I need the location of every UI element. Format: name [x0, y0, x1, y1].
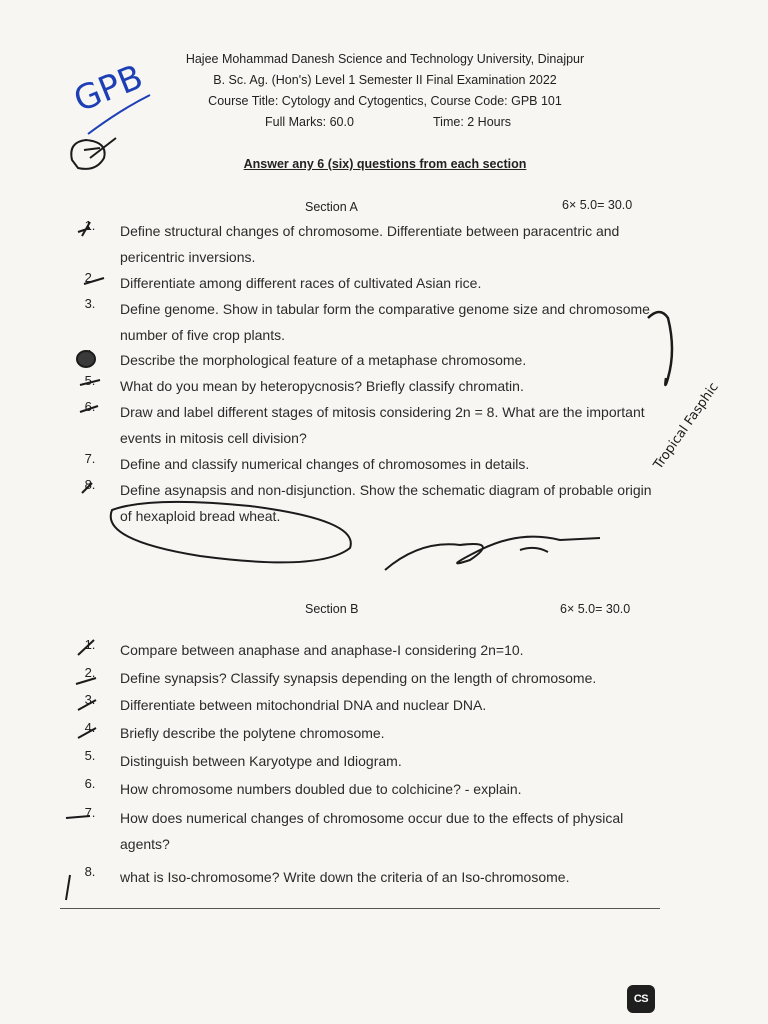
question-number: 4.	[84, 720, 96, 735]
signature-scribble	[385, 537, 600, 570]
question-text: what is Iso-chromosome? Write down the criteria of an Iso-chromosome.	[120, 869, 570, 885]
signature-scribble	[520, 548, 548, 552]
tick-mark-icon	[78, 640, 94, 655]
question-text: Define asynapsis and non-disjunction. Show the schematic diagram of probable origin of hexaploid bread wheat.	[120, 482, 652, 524]
question-number: 8.	[84, 477, 96, 492]
question-text: Draw and label different stages of mitosis considering 2n = 8. What are the important events in mitosis cell division?	[120, 404, 645, 446]
exam-title: B. Sc. Ag. (Hon's) Level 1 Semester II Final Examination 2022	[213, 73, 557, 87]
circled-text-annotation	[111, 502, 351, 563]
instruction: Answer any 6 (six) questions from each section	[243, 157, 527, 171]
question-text: Differentiate between mitochondrial DNA and nuclear DNA.	[120, 697, 487, 713]
bracket-mark-icon	[648, 312, 672, 385]
full-marks: Full Marks: 60.0	[265, 115, 354, 129]
question-text: What do you mean by heteropycnosis? Briefly classify chromatin.	[120, 378, 524, 394]
tick-mark-icon	[84, 278, 104, 284]
question-number: 5.	[84, 373, 96, 388]
question-number: 1.	[84, 218, 96, 233]
question-text: Define synapsis? Classify synapsis depending on the length of chromosome.	[120, 670, 597, 686]
tick-mark-icon	[78, 222, 90, 236]
time-allowed: Time: 2 Hours	[433, 115, 512, 129]
question-number: 2.	[84, 665, 96, 680]
camscanner-logo: CS	[627, 985, 655, 1013]
question-number: 7.	[84, 451, 96, 466]
question-text: How chromosome numbers doubled due to colchicine? - explain.	[120, 781, 522, 797]
question-number: 1.	[84, 637, 96, 652]
tick-mark-icon	[80, 406, 98, 412]
tick-mark-icon	[82, 483, 92, 493]
question-text: Briefly describe the polytene chromosome.	[120, 725, 385, 741]
section-a-title: Section A	[305, 200, 358, 214]
section-a-marks: 6× 5.0= 30.0	[562, 198, 633, 212]
question-number: 3.	[84, 296, 96, 311]
question-number: 6.	[84, 399, 96, 414]
filled-circle-mark-icon	[77, 351, 95, 367]
question-number: 7.	[84, 805, 96, 820]
tick-mark-icon	[76, 678, 96, 684]
margin-handwriting: Tropical Fasphic	[650, 380, 722, 473]
section-b-marks: 6× 5.0= 30.0	[560, 602, 631, 616]
tick-mark-icon	[78, 728, 96, 738]
question-number: 2.	[84, 270, 96, 285]
question-number: 3.	[84, 692, 96, 707]
university-name: Hajee Mohammad Danesh Science and Technology University, Dinajpur	[185, 52, 585, 66]
tick-mark-icon	[78, 700, 96, 710]
question-text: Distinguish between Karyotype and Idiogram.	[120, 753, 402, 769]
question-text: How does numerical changes of chromosome occur due to the effects of physical agents?	[120, 810, 624, 852]
section-b-title: Section B	[305, 602, 359, 616]
question-text: Define and classify numerical changes of chromosomes in details.	[120, 456, 530, 472]
question-text: Define structural changes of chromosome. Differentiate between paracentric and pericentric inversions.	[120, 223, 620, 265]
question-number: 5.	[84, 748, 96, 763]
circled-mark-icon	[71, 140, 104, 169]
gpb-handwriting: GPB	[68, 56, 149, 121]
tick-mark-icon	[66, 816, 90, 818]
question-text: Compare between anaphase and anaphase-I considering 2n=10.	[120, 642, 524, 658]
question-number: 6.	[84, 776, 96, 791]
question-number: 8.	[84, 864, 96, 879]
course-info: Course Title: Cytology and Cytogentics, Course Code: GPB 101	[208, 94, 562, 108]
tick-mark-icon	[80, 380, 100, 385]
question-text: Differentiate among different races of cultivated Asian rice.	[120, 275, 482, 291]
question-text: Define genome. Show in tabular form the comparative genome size and chromosome number of five crop plants.	[120, 301, 650, 343]
question-text: Describe the morphological feature of a metaphase chromosome.	[120, 352, 527, 368]
tick-mark-icon	[66, 875, 70, 900]
